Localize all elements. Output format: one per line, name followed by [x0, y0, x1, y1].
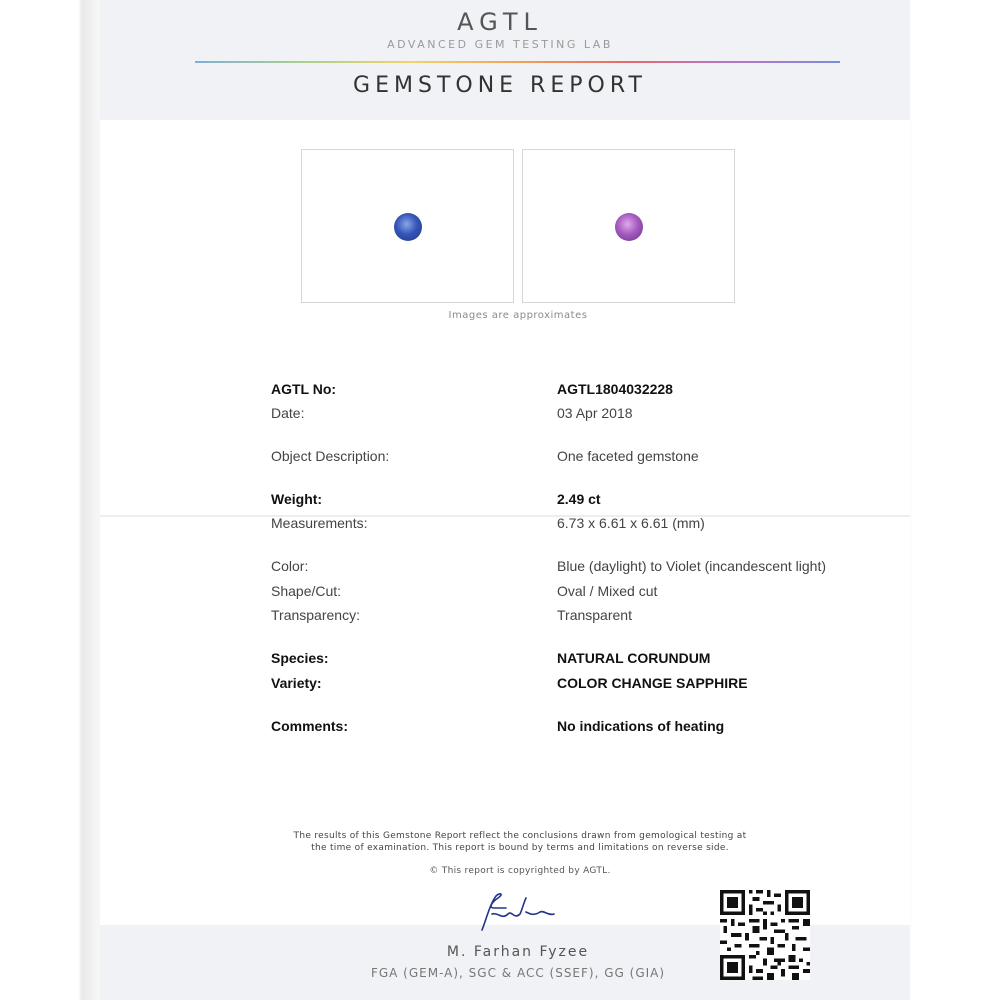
- disclaimer-line-2: the time of examination. This report is bound by terms and limitations on reverse side.: [311, 843, 729, 853]
- signer-credentials: FGA (GEM-A), SGC & ACC (SSEF), GG (GIA): [370, 966, 666, 980]
- field-label-date: Date:: [271, 405, 305, 421]
- daylight-image-frame: [301, 149, 514, 303]
- violet-gem-image: [615, 213, 643, 241]
- incandescent-image-frame: [522, 149, 735, 303]
- field-label-species: Species:: [271, 650, 329, 666]
- field-value-agtl-no: AGTL1804032228: [557, 381, 673, 397]
- field-value-measurements: 6.73 x 6.61 x 6.61 (mm): [557, 515, 705, 531]
- signer-name: M. Farhan Fyzee: [446, 944, 590, 960]
- field-value-weight: 2.49 ct: [557, 491, 601, 507]
- field-label-weight: Weight:: [271, 491, 323, 507]
- blue-gem-image: [394, 213, 422, 241]
- field-value-species: NATURAL CORUNDUM: [557, 650, 711, 666]
- field-value-comments: No indications of heating: [557, 718, 725, 734]
- disclaimer-line-1: The results of this Gemstone Report reflect the conclusions drawn from gemological testing at: [293, 831, 747, 841]
- field-value-date: 03 Apr 2018: [557, 405, 633, 421]
- paper-fold-line: [100, 515, 910, 517]
- field-value-transparency: Transparent: [557, 607, 632, 623]
- field-value-shape-cut: Oval / Mixed cut: [557, 583, 658, 599]
- signature-image: [462, 890, 572, 935]
- qr-code[interactable]: [720, 890, 810, 980]
- field-label-color: Color:: [271, 558, 309, 574]
- lab-name: ADVANCED GEM TESTING LAB: [387, 38, 613, 51]
- field-label-object-description: Object Description:: [271, 448, 390, 464]
- field-label-measurements: Measurements:: [271, 515, 368, 531]
- images-caption: Images are approximates: [448, 310, 588, 321]
- field-value-object-description: One faceted gemstone: [557, 448, 699, 464]
- field-label-agtl-no: AGTL No:: [271, 381, 337, 397]
- field-value-color: Blue (daylight) to Violet (incandescent light): [557, 558, 827, 574]
- field-label-shape-cut: Shape/Cut:: [271, 583, 342, 599]
- field-value-variety: COLOR CHANGE SAPPHIRE: [557, 675, 748, 691]
- field-label-comments: Comments:: [271, 718, 349, 734]
- agtl-logo: AGTL: [457, 8, 543, 36]
- copyright-notice: © This report is copyrighted by AGTL.: [429, 866, 611, 876]
- field-label-transparency: Transparency:: [271, 607, 360, 623]
- report-title: GEMSTONE REPORT: [353, 73, 647, 98]
- rainbow-divider: [195, 61, 840, 63]
- field-label-variety: Variety:: [271, 675, 322, 691]
